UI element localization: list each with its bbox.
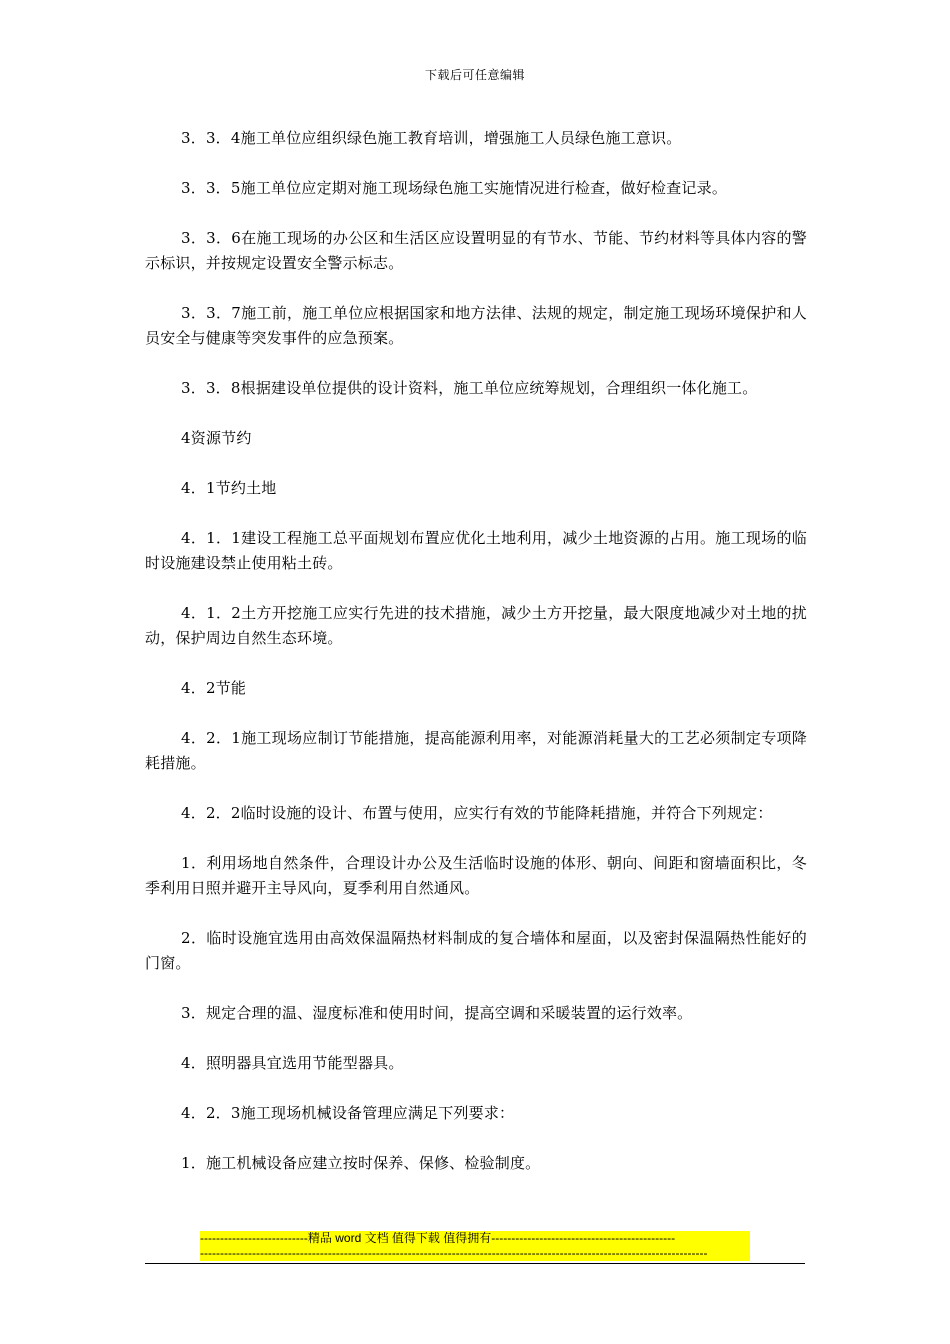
paragraph-4-2-1: 4．2．1施工现场应制订节能措施，提高能源利用率，对能源消耗量大的工艺必须制定专项降耗措施。 — [145, 729, 807, 772]
paragraph-4-1-2: 4．1．2土方开挖施工应实行先进的技术措施，减少土方开挖量，最大限度地减少对土地的扰动，保护周边自然生态环境。 — [145, 604, 807, 647]
section-heading-4: 4资源节约 — [181, 429, 252, 447]
paragraph-4-2-2: 4．2．2临时设施的设计、布置与使用，应实行有效的节能降耗措施，并符合下列规定： — [181, 804, 773, 822]
paragraph-3-3-6: 3．3．6在施工现场的办公区和生活区应设置明显的有节水、节能、节约材料等具体内容的警示标识，并按规定设置安全警示标志。 — [145, 229, 807, 272]
list-item-3: 3．规定合理的温、湿度标准和使用时间，提高空调和采暖装置的运行效率。 — [181, 1004, 693, 1022]
list-item-2: 2．临时设施宜选用由高效保温隔热材料制成的复合墙体和屋面，以及密封保温隔热性能好的门窗。 — [145, 929, 807, 972]
paragraph-3-3-5: 3．3．5施工单位应定期对施工现场绿色施工实施情况进行检查，做好检查记录。 — [181, 179, 728, 197]
paragraph-4-1-1: 4．1．1建设工程施工总平面规划布置应优化土地利用，减少土地资源的占用。施工现场的临时设施建设禁止使用粘土砖。 — [145, 529, 807, 572]
paragraph-3-3-8: 3．3．8根据建设单位提供的设计资料，施工单位应统筹规划，合理组织一体化施工。 — [181, 379, 758, 397]
paragraph-3-3-7: 3．3．7施工前，施工单位应根据国家和地方法律、法规的规定，制定施工现场环境保护和人员安全与健康等突发事件的应急预案。 — [145, 304, 807, 347]
list-item-4: 4．照明器具宜选用节能型器具。 — [181, 1054, 404, 1072]
footer-divider — [145, 1263, 805, 1264]
section-heading-4-2: 4．2节能 — [181, 679, 247, 697]
section-heading-4-1: 4．1节约土地 — [181, 479, 277, 497]
paragraph-3-3-4: 3．3．4施工单位应组织绿色施工教育培训，增强施工人员绿色施工意识。 — [181, 129, 682, 147]
list-item-machinery-1: 1．施工机械设备应建立按时保养、保修、检验制度。 — [181, 1154, 541, 1172]
footer-banner-line-2: ------------------------------------------------------------------------------------------------------------------------------- — [200, 1246, 750, 1261]
paragraph-4-2-3: 4．2．3施工现场机械设备管理应满足下列要求： — [181, 1104, 515, 1122]
page-header: 下载后可任意编辑 — [424, 68, 525, 82]
footer-banner-line-1: ---------------------------精品 word 文档 值得下载 值得拥有---------------------------------------------- — [200, 1231, 750, 1246]
list-item-1: 1．利用场地自然条件，合理设计办公及生活临时设施的体形、朝向、间距和窗墙面积比，冬季利用日照并避开主导风向，夏季利用自然通风。 — [145, 854, 807, 897]
document-body — [145, 126, 807, 1201]
